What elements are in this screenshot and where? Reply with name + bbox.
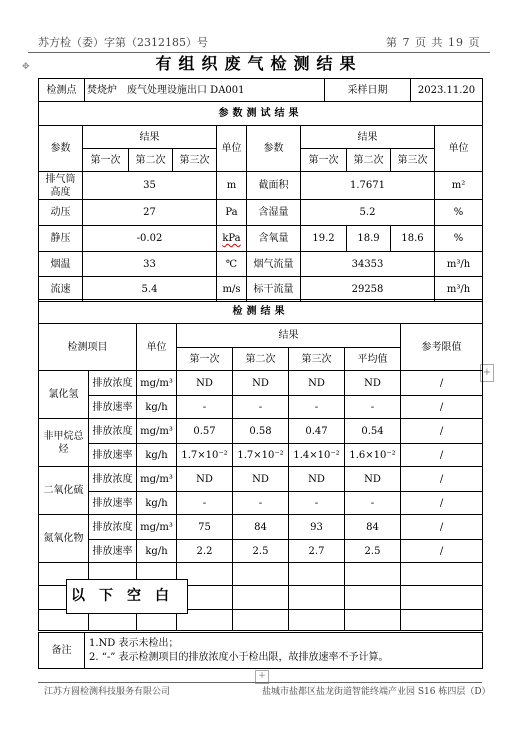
value-cell: ND	[289, 467, 345, 492]
limit-cell: /	[401, 467, 483, 492]
info-table	[38, 78, 483, 102]
value-cell: 0.57	[177, 419, 233, 444]
third-header: 第三次	[173, 149, 217, 172]
param-unit: Pa	[217, 200, 247, 226]
value-cell: ND	[177, 371, 233, 396]
param-value: 18.9	[347, 226, 391, 252]
param-unit: kPa	[217, 226, 247, 252]
point-value: 焚烧炉 废气处理设施出口 DA001	[85, 79, 325, 102]
item-name: 非甲烷总烃	[39, 419, 89, 467]
param-name: 含氧量	[247, 226, 301, 252]
param-value: 19.2	[301, 226, 347, 252]
second-header: 第二次	[347, 149, 391, 172]
table-row	[39, 226, 483, 252]
limit-cell: /	[401, 396, 483, 419]
value-cell: ND	[177, 467, 233, 492]
param-value: -0.02	[83, 226, 217, 252]
value-cell: -	[177, 492, 233, 515]
value-cell: 0.47	[289, 419, 345, 444]
metric-label: 排放浓度	[89, 419, 137, 444]
value-cell: -	[289, 396, 345, 419]
result-header-right: 结果	[301, 126, 435, 149]
metric-label: 排放速率	[89, 540, 137, 563]
remark-line-2: 2. “-” 表示检测项目的排放浓度小于检出限，故排放速率不予计算。	[89, 651, 389, 663]
blank-below-label: 以下空白	[66, 579, 188, 614]
value-cell: 75	[177, 515, 233, 540]
table-row	[39, 371, 483, 396]
table-row	[39, 396, 483, 419]
date-value: 2023.11.20	[411, 79, 483, 102]
metric-unit: mg/m³	[137, 467, 177, 492]
param-name: 流速	[39, 277, 83, 302]
param-value: 33	[83, 252, 217, 277]
param-value: 35	[83, 172, 217, 200]
metric-label: 排放浓度	[89, 515, 137, 540]
value-cell: -	[289, 492, 345, 515]
param-header-left: 参数	[39, 126, 83, 172]
value-cell: ND	[289, 371, 345, 396]
first-header: 第一次	[83, 149, 129, 172]
param-name: 标干流量	[247, 277, 301, 302]
remarks-table	[38, 632, 483, 669]
add-column-icon[interactable]: +	[480, 364, 494, 382]
second-header: 第二次	[129, 149, 173, 172]
value-cell: 84	[233, 515, 289, 540]
metric-unit: kg/h	[137, 540, 177, 563]
param-unit: %	[435, 226, 483, 252]
footer-company: 江苏方圆检测科技服务有限公司	[44, 687, 171, 697]
metric-unit: mg/m³	[137, 371, 177, 396]
footer-rule	[38, 682, 482, 683]
table-row	[39, 172, 483, 200]
value-cell: 1.7×10⁻²	[233, 444, 289, 467]
value-cell: 0.58	[233, 419, 289, 444]
param-value: 5.4	[83, 277, 217, 302]
limit-cell: /	[401, 492, 483, 515]
item-name: 氯化氢	[39, 371, 89, 419]
limit-cell: /	[401, 540, 483, 563]
param-name: 静压	[39, 226, 83, 252]
param-unit: m	[217, 172, 247, 200]
param-name: 含湿量	[247, 200, 301, 226]
table-row	[39, 467, 483, 492]
table-row	[39, 252, 483, 277]
param-name: 动压	[39, 200, 83, 226]
metric-unit: mg/m³	[137, 515, 177, 540]
value-cell: -	[345, 396, 401, 419]
metric-label: 排放速率	[89, 444, 137, 467]
metric-unit: mg/m³	[137, 419, 177, 444]
param-unit: %	[435, 200, 483, 226]
third-header: 第三次	[289, 348, 345, 371]
params-section-title: 参数测试结果	[39, 102, 483, 126]
table-row	[39, 492, 483, 515]
item-name: 二氧化硫	[39, 467, 89, 515]
metric-unit: kg/h	[137, 396, 177, 419]
value-cell: 1.6×10⁻²	[345, 444, 401, 467]
value-cell: 93	[289, 515, 345, 540]
limit-cell: /	[401, 444, 483, 467]
metric-label: 排放速率	[89, 396, 137, 419]
report-number: 苏方检（委）字第（2312185）号	[38, 36, 208, 49]
third-header: 第三次	[391, 149, 435, 172]
unit-header-right: 单位	[435, 126, 483, 172]
param-name: 烟气流量	[247, 252, 301, 277]
limit-cell: /	[401, 515, 483, 540]
value-cell: 1.4×10⁻²	[289, 444, 345, 467]
metric-unit: kg/h	[137, 492, 177, 515]
param-unit: m/s	[217, 277, 247, 302]
limit-cell: /	[401, 371, 483, 396]
params-table	[38, 101, 483, 302]
value-cell: ND	[233, 371, 289, 396]
item-header: 检测项目	[39, 324, 137, 371]
param-value: 27	[83, 200, 217, 226]
value-cell: 2.5	[233, 540, 289, 563]
average-header: 平均值	[345, 348, 401, 371]
first-header: 第一次	[301, 149, 347, 172]
first-header: 第一次	[177, 348, 233, 371]
metric-label: 排放浓度	[89, 467, 137, 492]
value-cell: 84	[345, 515, 401, 540]
value-cell: ND	[233, 467, 289, 492]
value-cell: 2.7	[289, 540, 345, 563]
value-cell: 2.2	[177, 540, 233, 563]
move-handle-icon[interactable]: ✥	[22, 62, 30, 72]
param-value: 1.7671	[301, 172, 435, 200]
result-header-left: 结果	[83, 126, 217, 149]
unit-header-left: 单位	[217, 126, 247, 172]
metric-label: 排放浓度	[89, 371, 137, 396]
table-row	[39, 200, 483, 226]
value-cell: 2.5	[345, 540, 401, 563]
value-cell: -	[345, 492, 401, 515]
point-label: 检测点	[39, 79, 85, 102]
footer-address: 盐城市盐都区盐龙街道智能终端产业园 S16 栋四层（D）	[262, 687, 491, 697]
second-header: 第二次	[233, 348, 289, 371]
table-row	[39, 277, 483, 302]
limit-cell: /	[401, 419, 483, 444]
table-row	[39, 419, 483, 444]
value-cell: 0.54	[345, 419, 401, 444]
value-cell: ND	[345, 467, 401, 492]
table-row	[39, 444, 483, 467]
param-name: 排气筒高度	[39, 172, 83, 200]
unit-header: 单位	[137, 324, 177, 371]
remarks-label: 备注	[39, 633, 85, 669]
param-value: 18.6	[391, 226, 435, 252]
remark-line-1: 1.ND 表示未检出；	[89, 637, 179, 649]
param-name: 截面积	[247, 172, 301, 200]
param-unit: m³/h	[435, 252, 483, 277]
date-label: 采样日期	[325, 79, 411, 102]
item-name: 氮氧化物	[39, 515, 89, 563]
page-info: 第 7 页 共 19 页	[386, 36, 481, 49]
param-unit: m³/h	[435, 277, 483, 302]
add-row-icon[interactable]: +	[255, 670, 269, 684]
limit-header: 参考限值	[401, 324, 483, 371]
param-unit: m²	[435, 172, 483, 200]
value-cell: -	[177, 396, 233, 419]
value-cell: ND	[345, 371, 401, 396]
value-cell: -	[233, 396, 289, 419]
results-section-title: 检测结果	[39, 300, 483, 324]
page-title: 有组织废气检测结果	[155, 54, 363, 73]
value-cell: -	[233, 492, 289, 515]
metric-label: 排放速率	[89, 492, 137, 515]
value-cell: 1.7×10⁻²	[177, 444, 233, 467]
param-value: 5.2	[301, 200, 435, 226]
table-row	[39, 540, 483, 563]
metric-unit: kg/h	[137, 444, 177, 467]
param-name: 烟温	[39, 252, 83, 277]
table-row	[39, 515, 483, 540]
param-unit: ℃	[217, 252, 247, 277]
param-value: 29258	[301, 277, 435, 302]
param-value: 34353	[301, 252, 435, 277]
result-header: 结果	[177, 324, 401, 348]
param-header-right: 参数	[247, 126, 301, 172]
